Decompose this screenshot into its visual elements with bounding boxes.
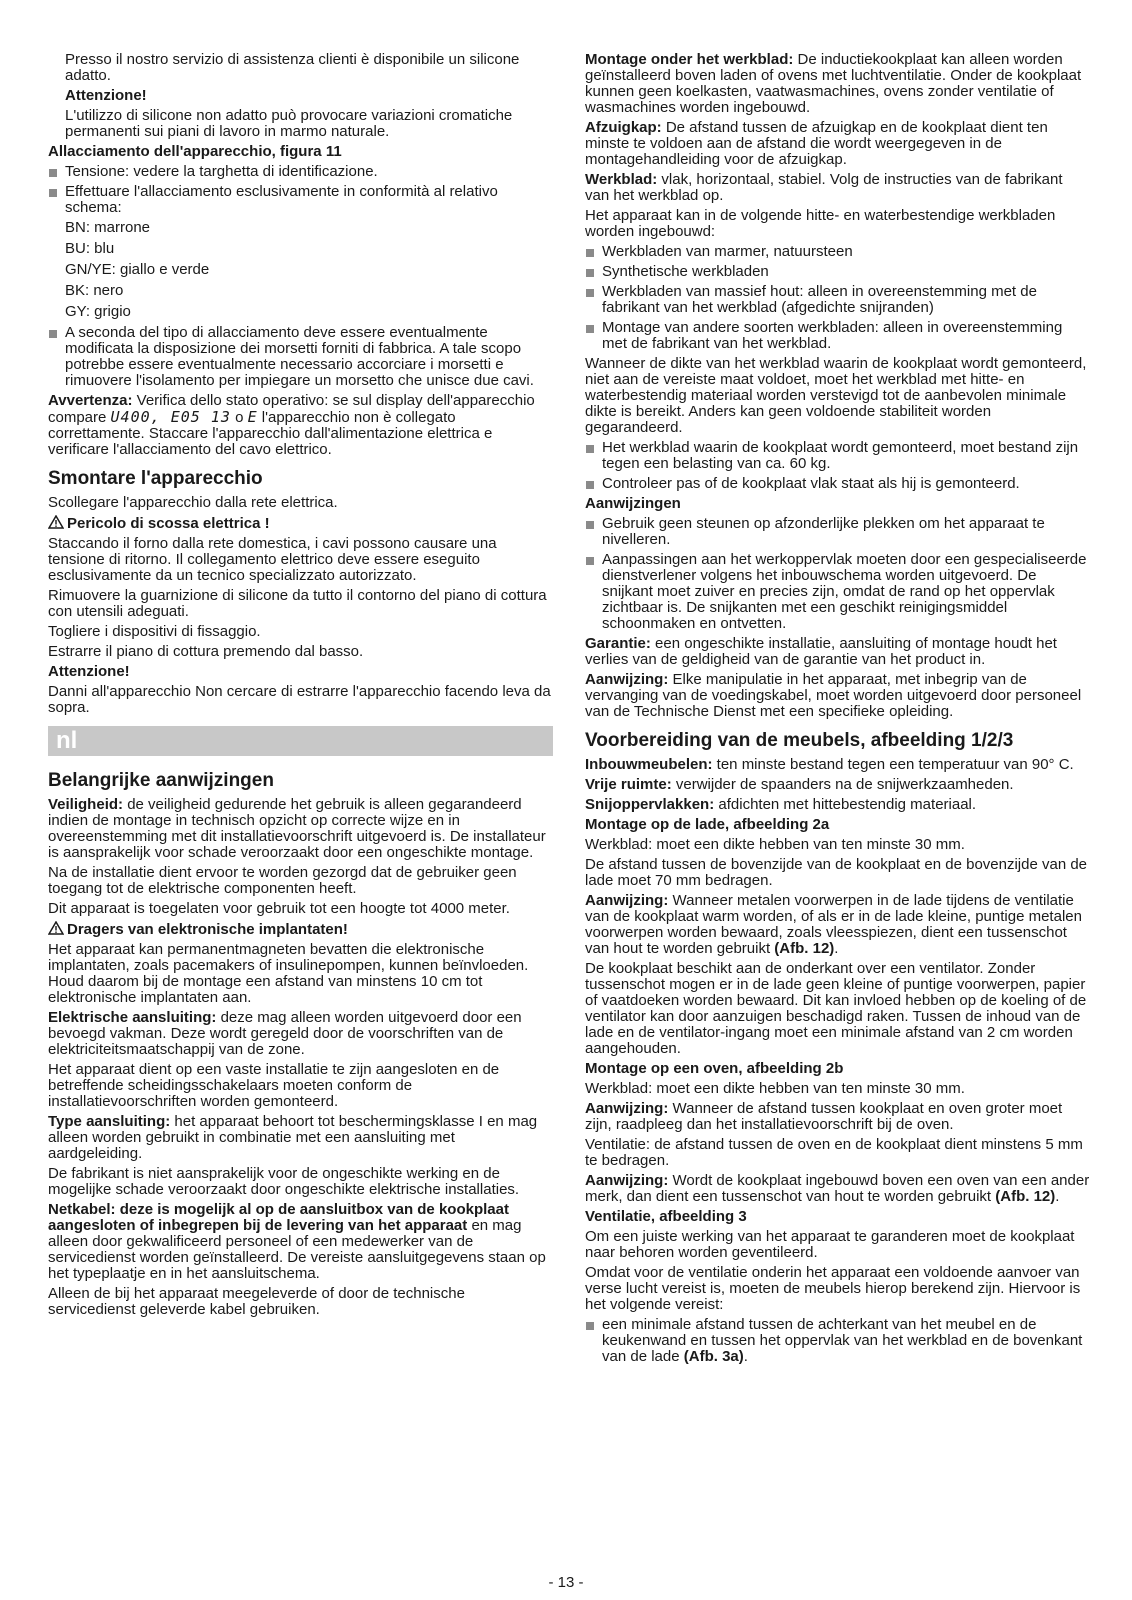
wire-item: GY: grigio bbox=[65, 303, 131, 320]
display-code: U400, E05 13 bbox=[110, 408, 231, 426]
wire-item: GN/YE: giallo e verde bbox=[65, 261, 210, 278]
term-text: De afstand tussen de afzuigkap en de kookplaat dient ten minste te voldoen aan de afstand die wordt weergegeven in de montagehandleiding voor de afzuigkap. bbox=[585, 119, 1048, 168]
term-label: Elektrische aansluiting: bbox=[48, 1009, 217, 1026]
paragraph bbox=[585, 797, 1090, 813]
list-item: een minimale afstand tussen de achterkant van het meubel en de keukenwand en tussen het oppervlak van het werkblad en de bovenkant van de lade (Afb. 3a). bbox=[585, 1317, 1090, 1365]
paragraph bbox=[585, 120, 1090, 168]
term-text: een ongeschikte installatie, aansluiting of montage houdt het verlies van de geldigheid van de garantie van het product in. bbox=[585, 635, 1057, 668]
warning-text: o bbox=[235, 409, 244, 426]
term-label: Garantie: bbox=[585, 635, 651, 652]
paragraph bbox=[585, 777, 1090, 793]
paragraph: De afstand tussen de bovenzijde van de kookplaat en de bovenzijde van de lade moet 70 mm bedragen. bbox=[585, 856, 1088, 889]
paragraph bbox=[48, 1010, 553, 1058]
paragraph: Ventilatie: de afstand tussen de oven en de kookplaat dient minstens 5 mm te bedragen. bbox=[585, 1136, 1083, 1169]
term-label: Aanwijzing: bbox=[585, 1172, 669, 1189]
paragraph: Aanwijzing: Wordt de kookplaat ingebouwd boven een oven van een ander merk, dan dient een tussenschot van hout te worden gebruikt (Afb. 12). bbox=[585, 1172, 1090, 1205]
terminal-list bbox=[48, 325, 553, 389]
item-text: een minimale afstand tussen de achterkant van het meubel en de keukenwand en tussen het oppervlak van het werkblad en de bovenkant van de lade bbox=[602, 1316, 1083, 1365]
notes-list bbox=[585, 516, 1090, 632]
warning-triangle-icon bbox=[48, 515, 64, 529]
term-label: Netkabel: deze is mogelijk al op de aansluitbox van de kookplaat aangesloten of inbegrepen bij de levering van het apparaat bbox=[48, 1201, 509, 1234]
term-label: Vrije ruimte: bbox=[585, 776, 672, 793]
paragraph: Togliere i dispositivi di fissaggio. bbox=[48, 623, 261, 640]
subsection-title: Montage op de lade, afbeelding 2a bbox=[585, 816, 830, 833]
list-item: A seconda del tipo di allacciamento deve essere eventualmente modificata la disposizione dei morsetti forniti di fabbrica. A tale scopo potrebbe essere eventualmente necessario accorciare i morsetti e rimuovere l'isolamento per impiegare un morsetto che unisce due cavi. bbox=[48, 325, 553, 389]
attention-text: L'utilizzo di silicone non adatto può provocare variazioni cromatiche permanenti sui piani di lavoro in marmo naturale. bbox=[65, 107, 513, 140]
section-title: Belangrijke aanwijzingen bbox=[48, 770, 274, 791]
term-text: afdichten met hittebestendig materiaal. bbox=[718, 796, 977, 813]
paragraph: Dit apparaat is toegelaten voor gebruik tot een hoogte tot 4000 meter. bbox=[48, 900, 510, 917]
wire-item: BU: blu bbox=[65, 240, 115, 257]
term-label: Snijoppervlakken: bbox=[585, 796, 715, 813]
term-text: en mag alleen door gekwalificeerd personeel of een medewerker van de servicedienst worden geïnstalleerd. De vereiste aansluitgegevens staan op het typeplaatje en in het aansluitschema. bbox=[48, 1217, 546, 1282]
danger-heading bbox=[48, 921, 553, 938]
paragraph bbox=[585, 1101, 1090, 1133]
paragraph: Danni all'apparecchio Non cercare di estrarre l'apparecchio facendo leva da sopra. bbox=[48, 683, 551, 716]
list-item: Effettuare l'allacciamento esclusivamente in conformità al relativo schema: bbox=[48, 184, 553, 216]
paragraph bbox=[585, 636, 1090, 668]
term-label: Veiligheid: bbox=[48, 796, 124, 813]
ventilation-list bbox=[585, 1317, 1090, 1365]
paragraph: Scollegare l'apparecchio dalla rete elettrica. bbox=[48, 494, 338, 511]
paragraph: Het apparaat kan permanentmagneten bevatten die elektronische implantaten, zoals pacemakers of insulinepompen, kunnen beïnvloeden. Houd daarom bij de montage een afstand van minstens 10 cm tot elektronische implantaten aan. bbox=[48, 941, 529, 1006]
attention-heading: Attenzione! bbox=[48, 663, 130, 680]
figure-ref: (Afb. 3a) bbox=[683, 1348, 744, 1365]
danger-title: Pericolo di scossa elettrica ! bbox=[67, 515, 270, 532]
figure-ref: (Afb. 12) bbox=[995, 1188, 1056, 1205]
term-text: Wanneer metalen voorwerpen in de lade tijdens de ventilatie van de kookplaat warm worden, of als er in de lade kleine, puntige metalen voorwerpen worden bewaard, zoals vleesspiezen, dient een tussenschot van hout te worden gebruikt bbox=[585, 892, 1082, 957]
term-text: De inductiekookplaat kan alleen worden geïnstalleerd boven laden of ovens met luchtventilatie. Onder de kookplaat kunnen geen koelkasten, vaatwasmachines, ovens zonder ventilatie of wasmachines worden ingebouwd. bbox=[585, 51, 1082, 116]
term-label: Aanwijzing: bbox=[585, 671, 669, 688]
term-label: Inbouwmeubelen: bbox=[585, 756, 713, 773]
page-number: - 13 - bbox=[548, 1574, 584, 1591]
display-code: E bbox=[247, 408, 258, 426]
paragraph: De fabrikant is niet aansprakelijk voor de ongeschikte werking en de mogelijke schade veroorzaakt door ongeschikte elektrische installaties. bbox=[48, 1165, 520, 1198]
term-text: het apparaat behoort tot beschermingsklasse I en mag alleen worden gebruikt in combinatie met een aansluiting met aardgeleiding. bbox=[48, 1113, 538, 1162]
list-item: Tensione: vedere la targhetta di identificazione. bbox=[48, 164, 553, 180]
term-label: Afzuigkap: bbox=[585, 119, 662, 136]
paragraph bbox=[585, 757, 1090, 773]
list-item: Synthetische werkbladen bbox=[585, 264, 1090, 280]
warning-paragraph bbox=[48, 393, 553, 458]
notes-heading: Aanwijzingen bbox=[585, 495, 681, 512]
paragraph: Het apparaat kan in de volgende hitte- en waterbestendige werkbladen worden ingebouwd: bbox=[585, 207, 1056, 240]
paragraph: Na de installatie dient ervoor te worden gezorgd dat de gebruiker geen toegang tot de elektrische componenten heeft. bbox=[48, 864, 517, 897]
language-bar: nl bbox=[48, 726, 553, 756]
list-item: Werkbladen van massief hout: alleen in overeenstemming met de fabrikant van het werkblad (afgedichte snijranden) bbox=[585, 284, 1090, 316]
paragraph bbox=[48, 1202, 553, 1282]
list-item: Het werkblad waarin de kookplaat wordt gemonteerd, moet bestand zijn tegen een belasting van ca. 60 kg. bbox=[585, 440, 1090, 472]
term-label: Montage onder het werkblad: bbox=[585, 51, 794, 68]
wire-item: BN: marrone bbox=[65, 219, 151, 236]
paragraph: Werkblad: moet een dikte hebben van ten minste 30 mm. bbox=[585, 1080, 965, 1097]
wire-item: BK: nero bbox=[65, 282, 124, 299]
term-label: Type aansluiting: bbox=[48, 1113, 171, 1130]
paragraph: Het apparaat dient op een vaste installatie te zijn aangesloten en de betreffende scheidingsschakelaars moeten conform de installatievoorschriften worden gemonteerd. bbox=[48, 1061, 500, 1110]
connection-heading: Allacciamento dell'apparecchio, figura 11 bbox=[48, 143, 342, 160]
term-text: Wanneer de afstand tussen kookplaat en oven groter moet zijn, raadpleeg dan het installatievoorschrift bij de oven. bbox=[585, 1100, 1063, 1133]
danger-heading bbox=[48, 515, 553, 532]
figure-ref: (Afb. 12) bbox=[774, 940, 835, 957]
term-text: de veiligheid gedurende het gebruik is alleen gegarandeerd indien de montage in technisch opzicht op correcte wijze en in overeenstemming met dit installatievoorschrift uitgevoerd is. De installateur is aansprakelijk voor schade veroorzaakt door een ongeschikte montage. bbox=[48, 796, 546, 861]
term-text: Wordt de kookplaat ingebouwd boven een oven van een ander merk, dan dient een tussenschot van hout te worden gebruikt bbox=[585, 1172, 1090, 1205]
paragraph: Alleen de bij het apparaat meegeleverde of door de technische servicedienst geleverde kabel gebruiken. bbox=[48, 1285, 465, 1318]
silicone-note: Presso il nostro servizio di assistenza clienti è disponibile un silicone adatto. bbox=[65, 51, 520, 84]
paragraph: Estrarre il piano di cottura premendo dal basso. bbox=[48, 643, 364, 660]
attention-heading: Attenzione! bbox=[65, 87, 147, 104]
connection-list bbox=[48, 164, 553, 216]
right-column bbox=[585, 52, 1090, 1369]
paragraph: Rimuovere la guarnizione di silicone da tutto il contorno del piano di cottura con utensili adeguati. bbox=[48, 587, 547, 620]
term-text: vlak, horizontaal, stabiel. Volg de instructies van de fabrikant van het werkblad op. bbox=[585, 171, 1063, 204]
warning-text: l'apparecchio non è collegato correttamente. Staccare l'apparecchio dall'alimentazione elettrica e verificare l'allacciamento del cavo elettrico. bbox=[48, 409, 493, 458]
warning-label: Avvertenza: bbox=[48, 392, 133, 409]
thickness-list bbox=[585, 440, 1090, 492]
danger-title: Dragers van elektronische implantaten! bbox=[67, 921, 348, 938]
paragraph bbox=[585, 672, 1090, 720]
left-column bbox=[48, 52, 553, 1322]
paragraph bbox=[48, 797, 553, 861]
warning-triangle-icon bbox=[48, 921, 64, 935]
paragraph: Staccando il forno dalla rete domestica, i cavi possono causare una tensione di ritorno. Il collegamento elettrico deve essere eseguito esclusivamente da un tecnico specializzato autorizzato. bbox=[48, 535, 497, 584]
section-title: Voorbereiding van de meubels, afbeelding 1/2/3 bbox=[585, 730, 1014, 751]
term-label: Werkblad: bbox=[585, 171, 658, 188]
wire-colors bbox=[48, 220, 553, 320]
warning-text: Verifica dello stato operativo: se sul display dell'apparecchio compare bbox=[48, 392, 535, 426]
subsection-title: Montage op een oven, afbeelding 2b bbox=[585, 1060, 844, 1077]
paragraph: Om een juiste werking van het apparaat te garanderen moet de kookplaat naar behoren worden geventileerd. bbox=[585, 1228, 1075, 1261]
list-item: Controleer pas of de kookplaat vlak staat als hij is gemonteerd. bbox=[585, 476, 1090, 492]
subsection-title: Ventilatie, afbeelding 3 bbox=[585, 1208, 747, 1225]
term-text: verwijder de spaanders na de snijwerkzaamheden. bbox=[675, 776, 1014, 793]
paragraph bbox=[585, 52, 1090, 116]
paragraph bbox=[48, 1114, 553, 1162]
list-item: Gebruik geen steunen op afzonderlijke plekken om het apparaat te nivelleren. bbox=[585, 516, 1090, 548]
paragraph: Omdat voor de ventilatie onderin het apparaat een voldoende aanvoer van verse lucht vereist is, moeten de meubels hierop berekend zijn. Hiervoor is het volgende vereist: bbox=[585, 1264, 1081, 1313]
list-item: Aanpassingen aan het werkoppervlak moeten door een gespecialiseerde dienstverlener volgens het inbouwschema worden uitgevoerd. De snijkant moet zuiver en precies zijn, omdat de rand op het oppervlak zichtbaar is. De snijkanten met een geschikt reinigingsmiddel schoonmaken en ontvetten. bbox=[585, 552, 1090, 632]
paragraph: Wanneer de dikte van het werkblad waarin de kookplaat wordt gemonteerd, niet aan de vereiste maat voldoet, moet het werkblad met hitte- en waterbestendig materiaal worden verstevigd tot de aanbevolen minimale dikte is bereikt. Anders kan geen voldoende stabiliteit worden gegarandeerd. bbox=[585, 355, 1087, 436]
paragraph: Aanwijzing: Wanneer metalen voorwerpen in de lade tijdens de ventilatie van de kookplaat warm worden, of als er in de lade kleine, puntige metalen voorwerpen worden bewaard, zoals vleesspiezen, dient een tussenschot van hout te worden gebruikt (Afb. 12). bbox=[585, 892, 1082, 957]
term-text: ten minste bestand tegen een temperatuur van 90° C. bbox=[716, 756, 1074, 773]
paragraph: Werkblad: moet een dikte hebben van ten minste 30 mm. bbox=[585, 836, 965, 853]
term-text: deze mag alleen worden uitgevoerd door een bevoegd vakman. Deze wordt geregeld door de voorschriften van de elektriciteitsmaatschappij van de zone. bbox=[48, 1009, 522, 1058]
list-item: Werkbladen van marmer, natuursteen bbox=[585, 244, 1090, 260]
paragraph bbox=[585, 172, 1090, 204]
term-label: Aanwijzing: bbox=[585, 1100, 669, 1117]
paragraph: De kookplaat beschikt aan de onderkant over een ventilator. Zonder tussenschot mogen er in de lade geen kleine of puntige voorwerpen, papier of vaatdoeken worden bewaard. Dit kan invloed hebben op de koeling of de ventilator kan door aanzuigen beschadigd raken. Tussen de inhoud van de lade en de ventilator-ingang moet een minimale afstand van 2 cm worden aangehouden. bbox=[585, 960, 1087, 1057]
term-label: Aanwijzing: bbox=[585, 892, 669, 909]
list-item: Montage van andere soorten werkbladen: alleen in overeenstemming met de fabrikant van het werkblad. bbox=[585, 320, 1090, 352]
worktop-list bbox=[585, 244, 1090, 352]
section-title: Smontare l'apparecchio bbox=[48, 468, 263, 489]
term-text: Elke manipulatie in het apparaat, met inbegrip van de vervanging van de voedingskabel, moet worden uitgevoerd door personeel van de Technische Dienst met een specifieke opleiding. bbox=[585, 671, 1082, 720]
